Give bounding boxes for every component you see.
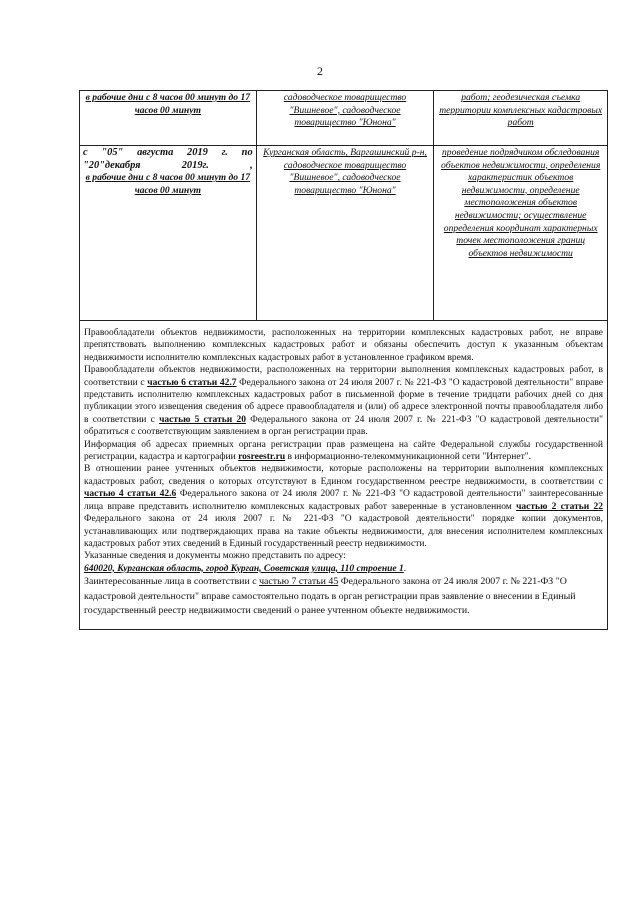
law-link[interactable]: частью 2 статьи 22: [516, 501, 603, 512]
text-span: Федерального закона от 24 июля 2007 г. № 221-ФЗ "О кадастровой деятельности" заинтересованные лица вправе представить исполнителю комплексных кадастровых работ заверенные в установленном: [84, 489, 604, 512]
location-cell: садоводческое товарищество "Вишневое", садоводческое товарищество "Юнона": [256, 91, 434, 146]
text-span: .: [403, 563, 407, 574]
notice-address: [84, 563, 603, 575]
notice-paragraph-address-label: Указанные сведения и документы можно представить по адресу:: [84, 551, 346, 562]
notice-paragraph-rights: [84, 364, 603, 438]
period-cell: [80, 146, 257, 321]
notice-row: [80, 321, 608, 630]
location-cell: Курганская область, Варгашинский р-н, садоводческое товарищество "Вишневое", садоводческое товарищество "Юнона": [256, 146, 434, 321]
work-hours-text: в рабочие дни с 8 часов 00 минут до 17 часов 00 минут: [85, 172, 251, 196]
notice-paragraph-info: [84, 439, 603, 464]
notice-paragraph-previous: [84, 463, 603, 550]
text-span: В отношении ранее учтенных объектов недвижимости, которые расположены на территории выполнения комплексных кадастровых работ, сведения о которых отсутствуют в Едином государственном реестре недвижимости, в соответствии с: [84, 464, 603, 487]
period-dates: с "05" августа 2019 г. по "20"декабря 2019г. ,: [83, 147, 253, 171]
work-type-cell: работ; геодезическая съемка территории комплексных кадастровых работ: [434, 91, 608, 146]
text-span: в информационно-телекоммуникационной сети "Интернет".: [285, 452, 531, 463]
schedule-table: [79, 90, 608, 630]
text-span: Федерального закона от 24 июля 2007 г. № 221-ФЗ "О кадастровой деятельности" вправе представить исполнителю комплексных кадастровых работ в письменной форме в течение тридцати рабочих дней со дня публикации этого извещения сведения об адресе правообладателя и (или) об адресе электронной почты правообладателя либо в соответствии с: [84, 377, 603, 425]
table-row: [80, 91, 608, 146]
work-hours-cell: в рабочие дни с 8 часов 00 минут до 17 часов 00 минут: [80, 91, 257, 146]
law-link[interactable]: частью 5 статьи 20: [159, 414, 246, 425]
notice-paragraph-interested: [84, 575, 603, 619]
text-span: Правообладатели объектов недвижимости, расположенных на территории выполнения комплексных кадастровых работ, в соответствии с: [84, 365, 603, 388]
law-link[interactable]: частью 7 статьи 45: [259, 576, 339, 588]
text-span: Заинтересованные лица в соответствии с: [84, 576, 260, 588]
text-span: Информация об адресах приемных органа регистрации прав размещена на сайте Федеральной службы государственной регистрации, кадастра и картографии: [84, 439, 603, 463]
rosreestr-link[interactable]: rosreestr.ru: [238, 452, 286, 463]
notice-paragraph-access: Правообладатели объектов недвижимости, расположенных на территории комплексных кадастровых работ, не вправе препятствовать выполнению комплексных кадастровых работ и обязаны обеспечить доступ к указанным объектам недвижимости исполнителю комплексных кадастровых работ в установленное графиком время.: [84, 328, 603, 363]
text-span: Федерального закона от 24 июля 2007 г. № 221-ФЗ "О кадастровой деятельности" порядке копии документов, устанавливающих или подтверждающих права на такие объекты недвижимости, для внесения исполнителем комплексных кадастровых работ этих сведений в Единый государственный реестр недвижимости.: [84, 514, 603, 549]
work-type-cell: проведение подрядчиком обследования объектов недвижимости, определения характеристик объектов недвижимости, определение местоположения объектов недвижимости; осуществление определения координат характерных точек местоположения границ объектов недвижимости: [434, 146, 608, 321]
text-span: Федерального закона от 24 июля 2007 г. № 221-ФЗ "О кадастровой деятельности" вправе самостоятельно подать в орган регистрации прав заявление о внесении в Единый государственный реестр недвижимости сведений о ранее учтенном объекте недвижимости.: [84, 576, 576, 617]
law-link[interactable]: частью 4 статьи 42.6: [84, 489, 177, 500]
text-span: Федерального закона от 24 июля 2007 г. № 221-ФЗ "О кадастровой деятельности" обратиться с соответствующим заявлением в орган регистрации прав.: [84, 414, 603, 438]
address-text: 640020, Курганская область, город Курган, Советская улица, 110 строение 1: [84, 563, 404, 574]
table-row: [80, 146, 608, 321]
notice-cell: [80, 321, 608, 630]
law-link[interactable]: частью 6 статьи 42.7: [147, 377, 237, 388]
page-number: 2: [317, 64, 323, 78]
